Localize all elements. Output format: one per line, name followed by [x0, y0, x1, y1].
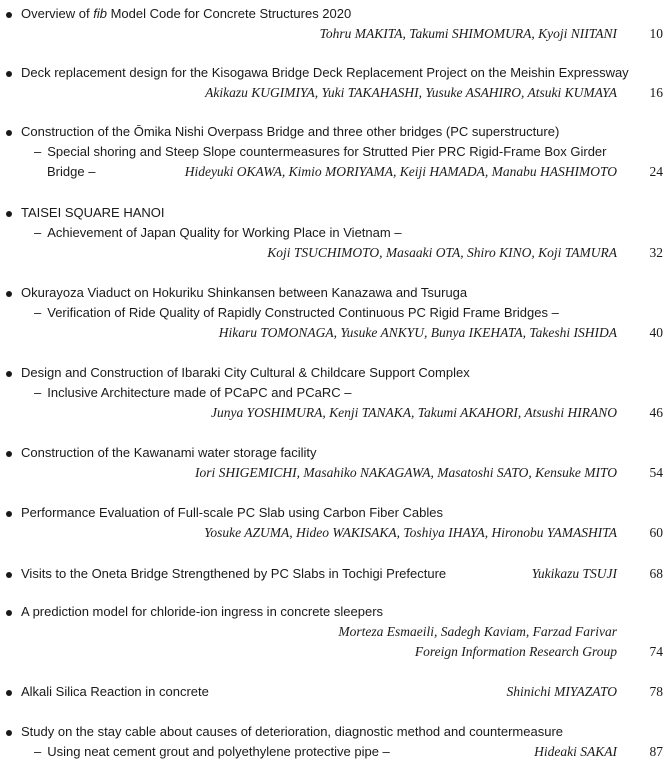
toc-entry[interactable] — [0, 604, 669, 664]
page-number: 16 — [649, 85, 663, 100]
page-number: 40 — [649, 325, 663, 340]
entry-authors: Junya YOSHIMURA, Kenji TANAKA, Takumi AKAHORI, Atsushi HIRANO — [211, 405, 617, 420]
dash-icon: – — [34, 305, 42, 320]
entry-title: TAISEI SQUARE HANOI — [21, 205, 165, 220]
entry-authors-group: Foreign Information Research Group — [414, 644, 617, 659]
toc-entry[interactable] — [0, 566, 669, 586]
entry-authors: Hikaru TOMONAGA, Yusuke ANKYU, Bunya IKEHATA, Takeshi ISHIDA — [218, 325, 617, 340]
page-number: 24 — [649, 164, 663, 179]
entry-subtitle: – Achievement of Japan Quality for Working Place in Vietnam – — [34, 225, 402, 240]
dash-icon: – — [34, 385, 42, 400]
page-number: 68 — [649, 566, 663, 581]
entry-title: Study on the stay cable about causes of deterioration, diagnostic method and countermeasure — [21, 724, 564, 739]
bullet-icon — [6, 130, 12, 136]
entry-subtitle-continued: Bridge – — [47, 164, 96, 179]
page-number: 10 — [649, 26, 663, 41]
entry-authors: Akikazu KUGIMIYA, Yuki TAKAHASHI, Yusuke ASAHIRO, Atsuki KUMAYA — [205, 85, 617, 100]
toc-entry[interactable] — [0, 6, 669, 66]
bullet-icon — [6, 291, 12, 297]
toc-entry[interactable] — [0, 205, 669, 265]
entry-authors: Tohru MAKITA, Takumi SHIMOMURA, Kyoji NIITANI — [319, 26, 617, 41]
entry-title: Overview of fib Model Code for Concrete Structures 2020 — [21, 6, 352, 21]
toc-entry[interactable] — [0, 445, 669, 505]
bullet-icon — [6, 12, 12, 18]
page-number: 32 — [649, 245, 663, 260]
entry-subtitle: – Inclusive Architecture made of PCaPC and PCaRC – — [34, 385, 352, 400]
entry-title: Construction of the Ōmika Nishi Overpass Bridge and three other bridges (PC superstructure) — [21, 124, 560, 139]
page-number: 60 — [649, 525, 663, 540]
page-number: 87 — [649, 744, 663, 759]
dash-icon: – — [34, 744, 42, 759]
bullet-icon — [6, 371, 12, 377]
bullet-icon — [6, 511, 12, 517]
entry-authors: Shinichi MIYAZATO — [506, 684, 617, 699]
entry-title: Design and Construction of Ibaraki City Cultural & Childcare Support Complex — [21, 365, 470, 380]
toc-entry[interactable] — [0, 124, 669, 184]
toc-entry[interactable] — [0, 65, 669, 125]
page-number: 46 — [649, 405, 663, 420]
entry-authors: Hideaki SAKAI — [534, 744, 617, 759]
bullet-icon — [6, 610, 12, 616]
page-number: 54 — [649, 465, 663, 480]
entry-authors: Iori SHIGEMICHI, Masahiko NAKAGAWA, Masatoshi SATO, Kensuke MITO — [194, 465, 617, 480]
bullet-icon — [6, 572, 12, 578]
entry-authors: Morteza Esmaeili, Sadegh Kaviam, Farzad Farivar — [338, 624, 617, 639]
bullet-icon — [6, 690, 12, 696]
entry-authors: Yosuke AZUMA, Hideo WAKISAKA, Toshiya IHAYA, Hironobu YAMASHITA — [204, 525, 617, 540]
entry-title: Deck replacement design for the Kisogawa Bridge Deck Replacement Project on the Meishin Expressway — [21, 65, 629, 80]
page-number: 78 — [649, 684, 663, 699]
bullet-icon — [6, 730, 12, 736]
toc-entry[interactable] — [0, 285, 669, 345]
page-number: 74 — [649, 644, 663, 659]
dash-icon: – — [34, 225, 42, 240]
toc-entry[interactable] — [0, 724, 669, 766]
entry-authors: Koji TSUCHIMOTO, Masaaki OTA, Shiro KINO, Koji TAMURA — [267, 245, 617, 260]
toc-entry[interactable] — [0, 505, 669, 565]
entry-title: Performance Evaluation of Full-scale PC Slab using Carbon Fiber Cables — [21, 505, 443, 520]
entry-title: A prediction model for chloride-ion ingress in concrete sleepers — [21, 604, 384, 619]
entry-title: Visits to the Oneta Bridge Strengthened by PC Slabs in Tochigi Prefecture — [21, 566, 447, 581]
bullet-icon — [6, 211, 12, 217]
entry-subtitle: – Special shoring and Steep Slope countermeasures for Strutted Pier PRC Rigid-Frame Box Girder — [34, 144, 607, 159]
bullet-icon — [6, 451, 12, 457]
entry-title: Construction of the Kawanami water storage facility — [21, 445, 317, 460]
entry-authors: Yukikazu TSUJI — [531, 566, 617, 581]
entry-subtitle: – Verification of Ride Quality of Rapidly Constructed Continuous PC Rigid Frame Bridges – — [34, 305, 559, 320]
entry-title: Okurayoza Viaduct on Hokuriku Shinkansen between Kanazawa and Tsuruga — [21, 285, 468, 300]
entry-subtitle: – Using neat cement grout and polyethylene protective pipe – — [34, 744, 390, 759]
toc-entry[interactable] — [0, 365, 669, 425]
entry-title: Alkali Silica Reaction in concrete — [21, 684, 209, 699]
entry-authors: Hideyuki OKAWA, Kimio MORIYAMA, Keiji HAMADA, Manabu HASHIMOTO — [184, 164, 617, 179]
toc-entry[interactable] — [0, 684, 669, 704]
dash-icon: – — [34, 144, 42, 159]
bullet-icon — [6, 71, 12, 77]
